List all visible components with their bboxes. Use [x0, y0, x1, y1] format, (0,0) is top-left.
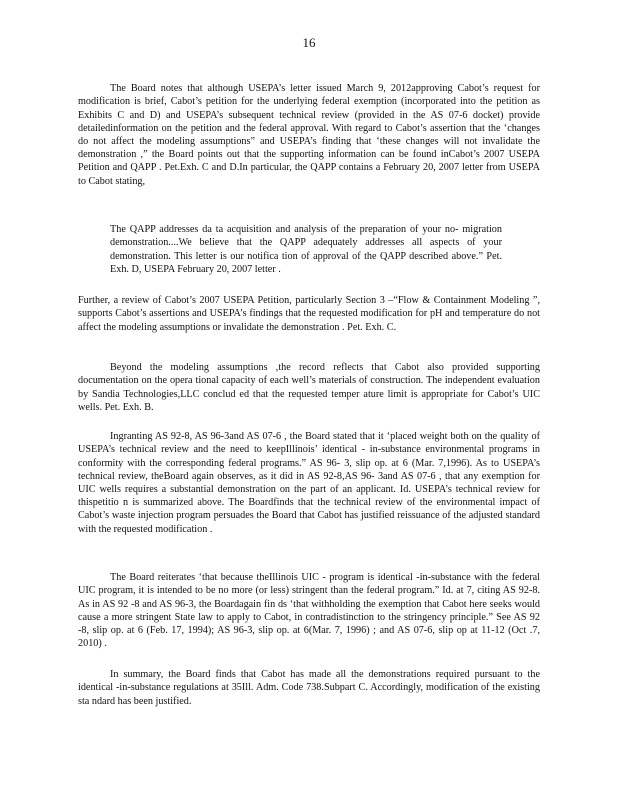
paragraph-petition-review: Further, a review of Cabot’s 2007 USEPA Petition, particularly Section 3 –“Flow & Containment Modeling ”, supports Cabot’s assertions and USEPA’s findings that the requested modification for pH and temperature do not affect the modeling assumptions or invalidate the demonstration . Pet. Exh. C.	[78, 295, 540, 333]
paragraph-usepa-letter: The Board notes that although USEPA’s letter issued March 9, 2012approving Cabot’s request for modification is brief, Cabot’s petition for the underlying federal exemption (incorporated into the petition as Exhibits C and D) and USEPA’s subsequent technical review (provided in the AS 07-6 docket) provide detailedinformation on the petition and the federal approval. With regard to Cabot’s assertion that the ‘changes do not affect the modeling assumptions” and USEPA’s finding that ‘these changes will not invalidate the demonstration ,” the Board points out that the supporting information can be found inCabot’s 2007 USEPA Petition and QAPP . Pet.Exh. C and D.In particular, the QAPP contains a February 20, 2007 letter from USEPA to Cabot stating,	[78, 83, 540, 187]
paragraph-stringency-principle: The Board reiterates ‘that because theIllinois UIC - program is identical -in-substance with the federal UIC program, it is intended to be no more (or less) stringent than the federal program.” Id. at 7, citing AS 92-8. As in AS 92 -8 and AS 96-3, the Boardagain fin ds ‘that withholding the exemption that Cabot here seeks would cause a more stringent State law to apply to Cabot, in contradistinction to the stringency principle.” See AS 92 -8, slip op. at 6 (Feb. 17, 1994); AS 96-3, slip op. at 6(Mar. 7, 1996) ; and AS 07-6, slip op at 11-12 (Oct .7, 2010) .	[78, 572, 540, 650]
paragraph-summary: In summary, the Board finds that Cabot has made all the demonstrations required pursuant to the identical -in-substance regulations at 35Ill. Adm. Code 738.Subpart C. Accordingly, modification of the existing sta ndard has been justified.	[78, 669, 540, 707]
paragraph-technical-review: Ingranting AS 92-8, AS 96-3and AS 07-6 , the Board stated that it ‘placed weight both on the quality of USEPA’s technical review and the need to keepIllinois’ identical - in-substance environmental programs in conformity with the corresponding federal programs.” AS 96- 3, slip op. at 6 (Mar. 7,1996). As to USEPA’s technical review, theBoard again observes, as it did in AS 92-8,AS 96- 3and AS 07-6 , that any exemption for UIC wells requires a substantial demonstration on the part of an applicant. Id. USEPA’s technical review for thispetitio n is summarized above. The Boardfinds that the technical review of the environmental impact of Cabot’s waste injection program persuades the Board that Cabot has justified reissuance of the adjusted standard with the requested modification .	[78, 431, 540, 535]
paragraph-supporting-documentation: Beyond the modeling assumptions ,the record reflects that Cabot also provided supporting documentation on the opera tional capacity of each well’s materials of construction. The independent evaluation by Sandia Technologies,LLC conclud ed that the requested temper ature limit is appropriate for Cabot’s UIC wells. Pet. Exh. B.	[78, 362, 540, 413]
block-quote-qapp-letter: The QAPP addresses da ta acquisition and analysis of the preparation of your no- migration demonstration....We believe that the QAPP adequately addresses all aspects of your demonstration. This letter is our notifica tion of approval of the QAPP described above.” Pet. Exh. D, USEPA February 20, 2007 letter .	[110, 224, 502, 275]
page-number: 16	[302, 35, 316, 50]
